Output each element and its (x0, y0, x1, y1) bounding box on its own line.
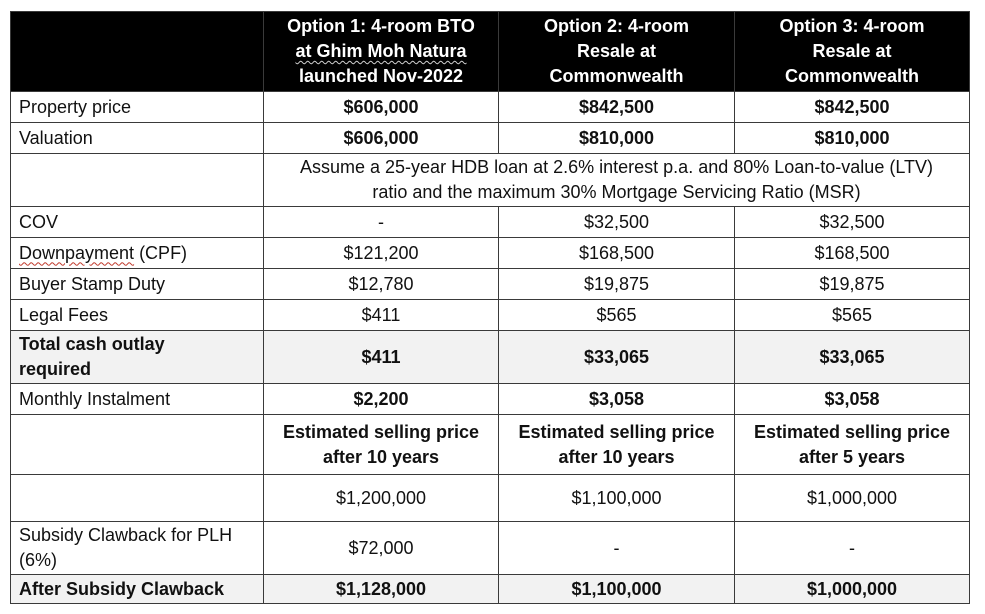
row-after-clawback (11, 575, 970, 604)
estimated-header-opt2 (499, 415, 735, 475)
total-cash-opt2: $33,065 (499, 331, 735, 384)
header-option-1 (264, 12, 499, 92)
header-option-2-line-2: Resale at (576, 41, 657, 61)
row-estimated-value (11, 475, 970, 522)
estimated-header-opt2-line-1: Estimated selling price (518, 421, 715, 442)
row-stamp-duty (11, 269, 970, 300)
row-valuation (11, 123, 970, 154)
monthly-opt3: $3,058 (735, 384, 970, 415)
legal-fees-opt3: $565 (735, 300, 970, 331)
header-option-3-line-2: Resale at (812, 41, 892, 61)
property-price-opt3: $842,500 (735, 92, 970, 123)
total-cash-label (11, 331, 264, 384)
header-option-2-line-3: Commonwealth (549, 66, 684, 86)
valuation-opt2: $810,000 (499, 123, 735, 154)
row-subsidy-clawback (11, 522, 970, 575)
estimated-value-opt1: $1,200,000 (264, 475, 499, 522)
header-option-1-line-2 (272, 39, 490, 64)
estimated-value-opt3: $1,000,000 (735, 475, 970, 522)
total-cash-opt3: $33,065 (735, 331, 970, 384)
estimated-header-opt1-line-1: Estimated selling price (282, 421, 480, 442)
legal-fees-label: Legal Fees (11, 300, 264, 331)
property-price-label: Property price (11, 92, 264, 123)
header-option-1-line-2-text: at Ghim Moh Natura (295, 41, 467, 61)
header-option-2-line-1: Option 2: 4-room (544, 16, 689, 36)
estimated-header-opt3 (735, 415, 970, 475)
stamp-duty-opt1: $12,780 (264, 269, 499, 300)
clawback-label-line-1: Subsidy Clawback for PLH (19, 525, 233, 545)
valuation-opt3: $810,000 (735, 123, 970, 154)
downpayment-label-word: Downpayment (19, 242, 135, 263)
assumption-line-2: ratio and the maximum 30% Mortgage Servicing Ratio (MSR) (372, 182, 861, 202)
clawback-opt2: - (499, 522, 735, 575)
after-clawback-label: After Subsidy Clawback (11, 575, 264, 604)
downpayment-label (11, 238, 264, 269)
header-option-1-line-3: launched Nov-2022 (298, 66, 464, 86)
comparison-table-container (10, 11, 970, 604)
stamp-duty-opt3: $19,875 (735, 269, 970, 300)
row-downpayment (11, 238, 970, 269)
total-cash-opt1: $411 (264, 331, 499, 384)
estimated-value-opt2: $1,100,000 (499, 475, 735, 522)
downpayment-opt1: $121,200 (264, 238, 499, 269)
property-price-opt1: $606,000 (264, 92, 499, 123)
header-option-3 (735, 12, 970, 92)
header-option-3-line-3: Commonwealth (784, 66, 919, 86)
header-option-1-line-1: Option 1: 4-room BTO (287, 16, 475, 36)
row-total-cash-outlay (11, 331, 970, 384)
downpayment-opt3: $168,500 (735, 238, 970, 269)
property-price-opt2: $842,500 (499, 92, 735, 123)
cov-opt2: $32,500 (499, 207, 735, 238)
total-cash-label-line-2: required (19, 359, 92, 379)
clawback-label-line-2: (6%) (19, 550, 58, 570)
monthly-opt2: $3,058 (499, 384, 735, 415)
estimated-header-opt2-line-2: after 10 years (558, 446, 675, 467)
estimated-header-opt1-line-2: after 10 years (322, 446, 440, 467)
assumption-label-cell (11, 154, 264, 207)
clawback-label (11, 522, 264, 575)
estimated-header-opt1 (264, 415, 499, 475)
clawback-opt3: - (735, 522, 970, 575)
assumption-note (264, 154, 970, 207)
monthly-label: Monthly Instalment (11, 384, 264, 415)
cov-opt3: $32,500 (735, 207, 970, 238)
header-option-2 (499, 12, 735, 92)
stamp-duty-opt2: $19,875 (499, 269, 735, 300)
after-clawback-opt2: $1,100,000 (499, 575, 735, 604)
monthly-opt1: $2,200 (264, 384, 499, 415)
total-cash-label-line-1: Total cash outlay (19, 334, 165, 354)
legal-fees-opt1: $411 (264, 300, 499, 331)
cov-opt1: - (264, 207, 499, 238)
row-cov (11, 207, 970, 238)
row-estimated-header (11, 415, 970, 475)
assumption-line-1: Assume a 25-year HDB loan at 2.6% interest p.a. and 80% Loan-to-value (LTV) (300, 157, 933, 177)
row-property-price (11, 92, 970, 123)
estimated-header-label-cell (11, 415, 264, 475)
estimated-header-opt3-line-2: after 5 years (798, 446, 906, 467)
downpayment-label-suffix: (CPF) (134, 242, 188, 263)
header-option-3-line-1: Option 3: 4-room (779, 16, 925, 36)
property-comparison-table (10, 11, 970, 604)
row-assumption (11, 154, 970, 207)
row-legal-fees (11, 300, 970, 331)
legal-fees-opt2: $565 (499, 300, 735, 331)
after-clawback-opt1: $1,128,000 (264, 575, 499, 604)
downpayment-opt2: $168,500 (499, 238, 735, 269)
row-monthly-instalment (11, 384, 970, 415)
stamp-duty-label: Buyer Stamp Duty (11, 269, 264, 300)
cov-label: COV (11, 207, 264, 238)
valuation-opt1: $606,000 (264, 123, 499, 154)
valuation-label: Valuation (11, 123, 264, 154)
estimated-value-label-cell (11, 475, 264, 522)
clawback-opt1: $72,000 (264, 522, 499, 575)
estimated-header-opt3-line-1: Estimated selling price (753, 421, 951, 442)
header-blank-cell (11, 12, 264, 92)
header-row (11, 12, 970, 92)
after-clawback-opt3: $1,000,000 (735, 575, 970, 604)
